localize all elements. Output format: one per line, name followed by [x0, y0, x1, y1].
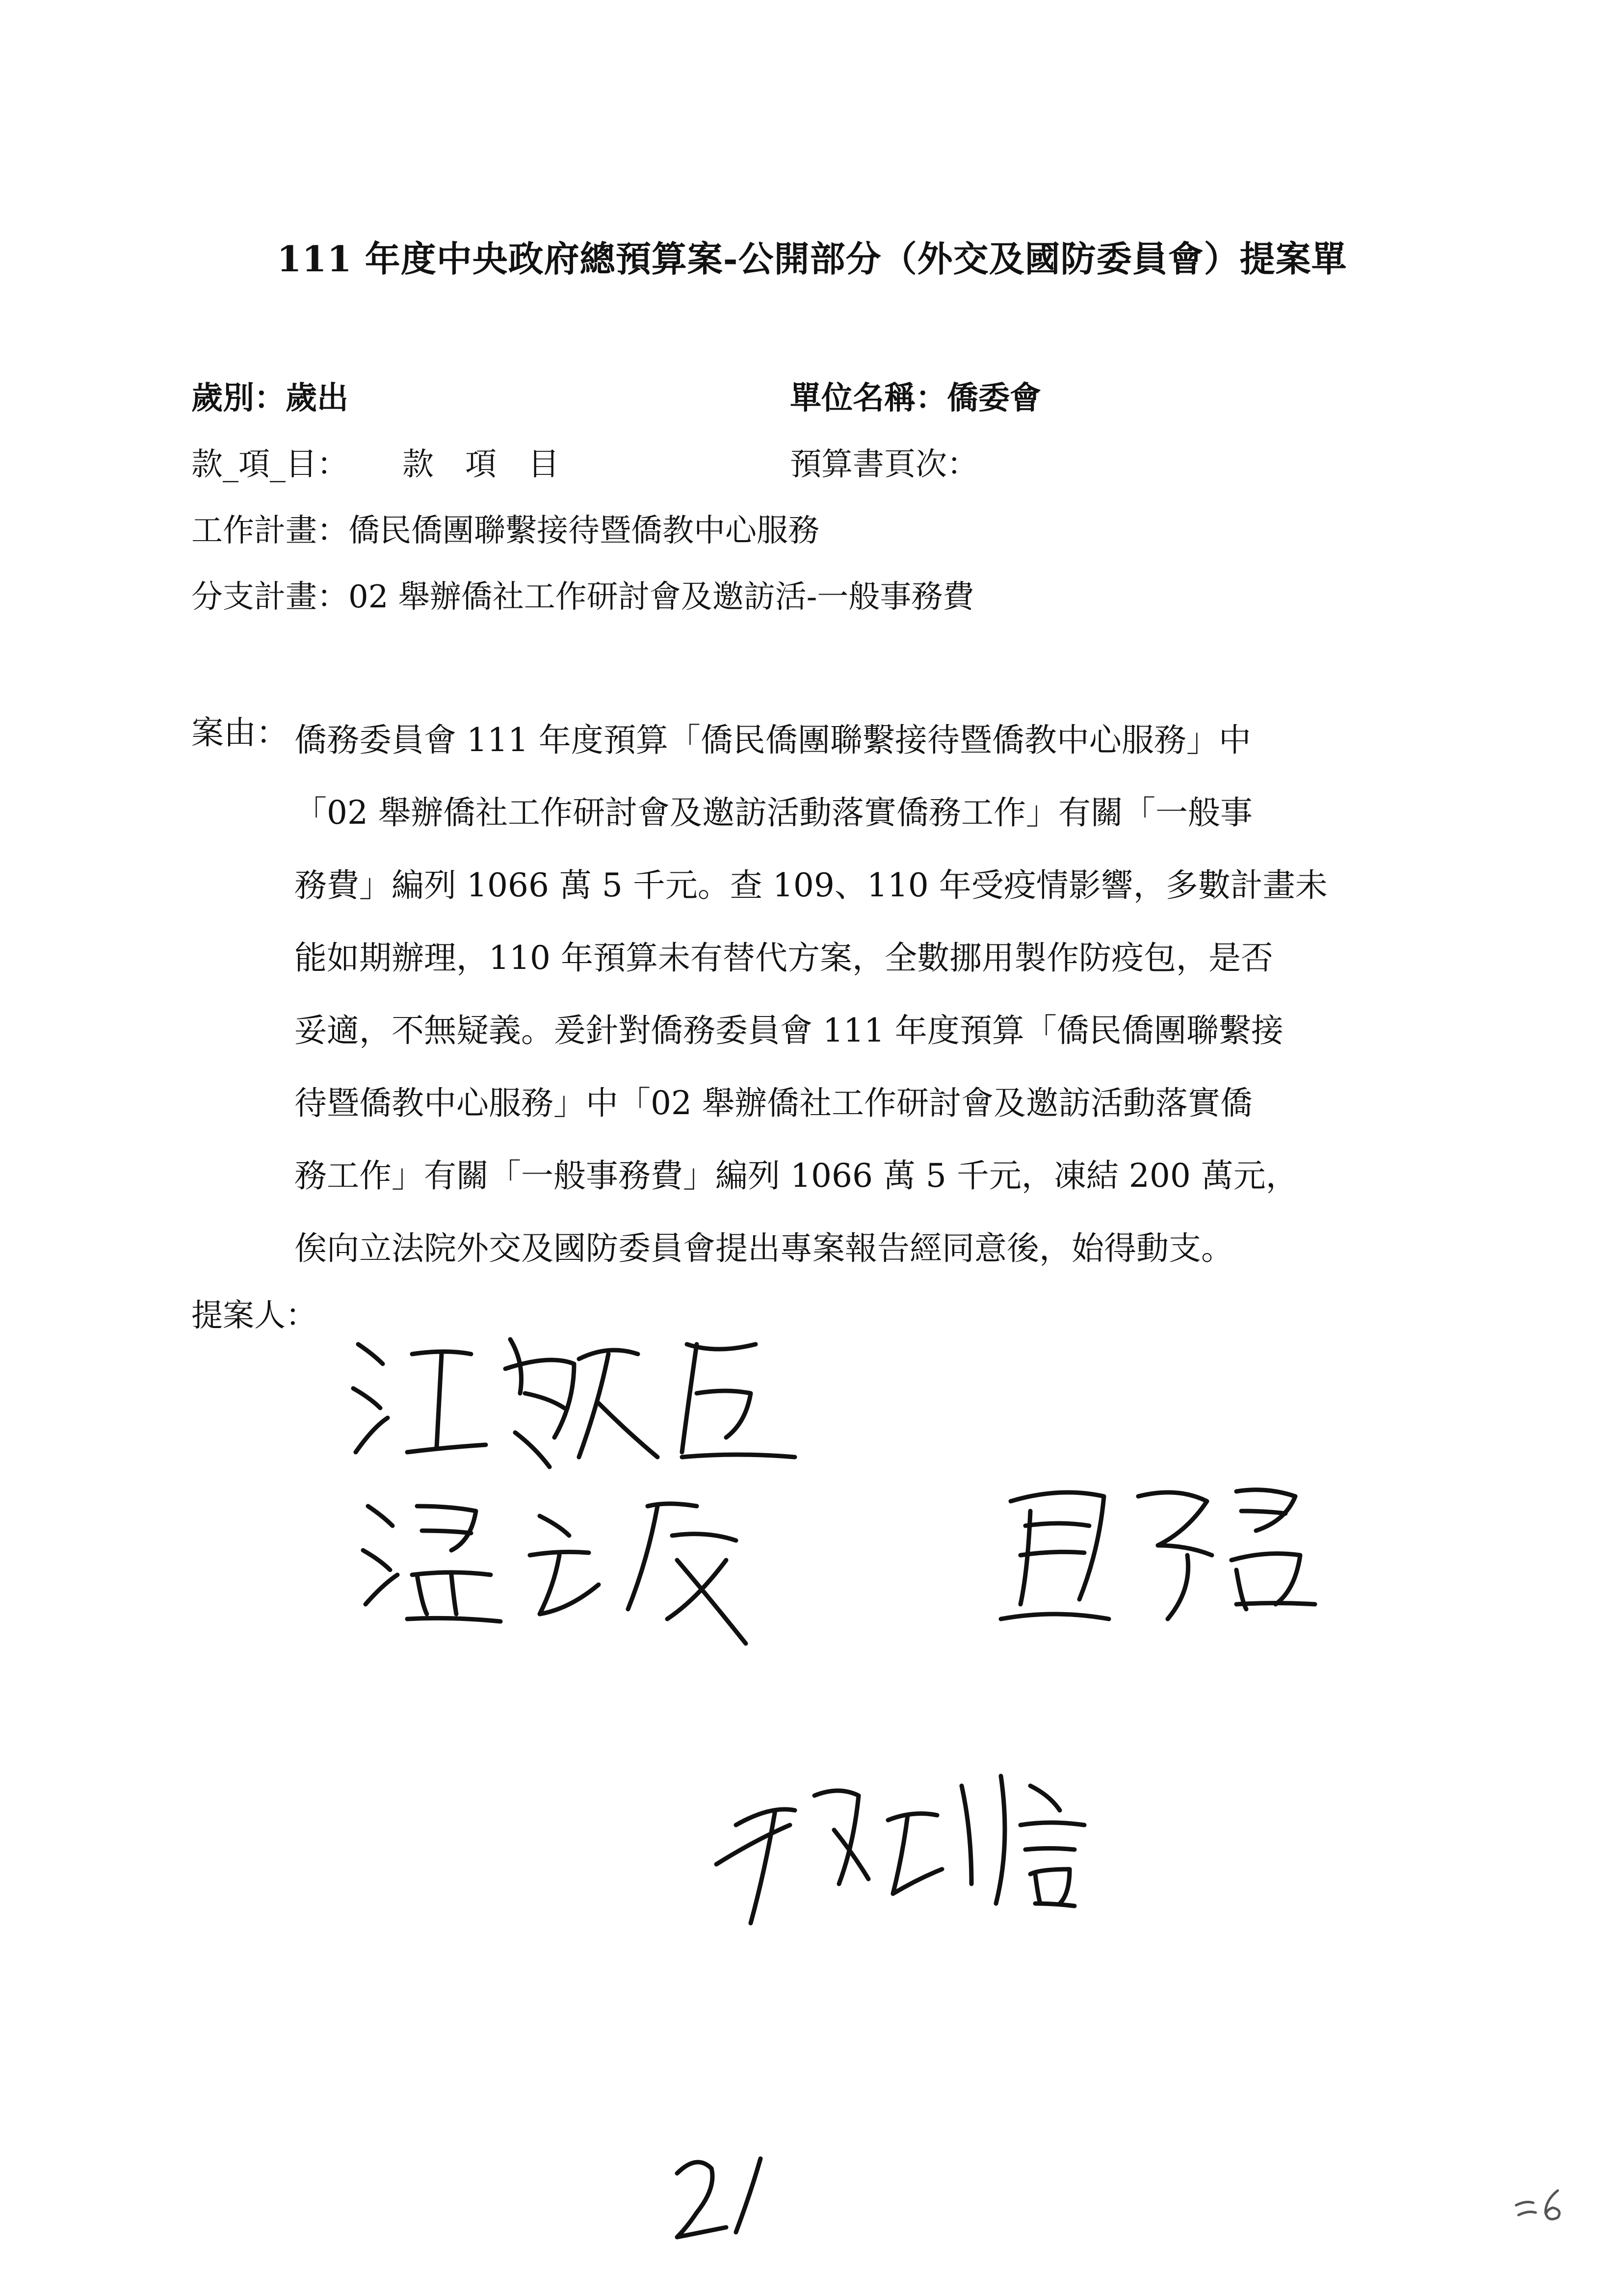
case-line: 能如期辦理，110 年預算未有替代方案，全數挪用製作防疫包，是否	[294, 939, 1273, 977]
budget-page-field: 預算書頁次：	[790, 446, 978, 483]
signature-4	[697, 1756, 1163, 1943]
case-line: 「02 舉辦僑社工作研討會及邀訪活動落實僑務工作」有關「一般事	[294, 794, 1253, 832]
proposer-label: 提案人：	[191, 1298, 317, 1334]
case-line: 俟向立法院外交及國防委員會提出專案報告經同意後，始得動支。	[294, 1229, 1233, 1267]
item-field-value: 款 項 目	[402, 446, 559, 483]
handwritten-page-number	[662, 2149, 780, 2247]
case-label: 案由：	[191, 714, 288, 752]
signature-3	[981, 1472, 1325, 1639]
case-line: 務費」編列 1066 萬 5 千元。查 109、110 年受疫情影響，多數計畫未	[294, 866, 1328, 904]
case-line: 務工作」有關「一般事務費」編列 1066 萬 5 千元，凍結 200 萬元，	[294, 1157, 1298, 1195]
corner-page-number	[1511, 2186, 1570, 2225]
item-field-label: 款_項_目：	[191, 446, 348, 483]
sub-plan-field: 分支計畫：02 舉辦僑社工作研討會及邀訪活-一般事務費	[191, 579, 974, 615]
case-line: 待暨僑教中心服務」中「02 舉辦僑社工作研討會及邀訪活動落實僑	[294, 1084, 1253, 1122]
work-plan-field: 工作計畫：僑民僑團聯繫接待暨僑教中心服務	[191, 513, 819, 549]
category-field: 歲別：歲出	[191, 380, 348, 417]
case-line: 僑務委員會 111 年度預算「僑民僑團聯繫接待暨僑教中心服務」中	[294, 721, 1251, 759]
unit-field: 單位名稱：僑委會	[790, 380, 1041, 417]
signature-1	[343, 1325, 810, 1482]
case-line: 妥適，不無疑義。爰針對僑務委員會 111 年度預算「僑民僑團聯繫接	[294, 1012, 1283, 1049]
signature-2	[353, 1487, 795, 1648]
document-title: 111 年度中央政府總預算案-公開部分（外交及國防委員會）提案單	[277, 238, 1347, 280]
case-body	[294, 704, 1423, 1285]
